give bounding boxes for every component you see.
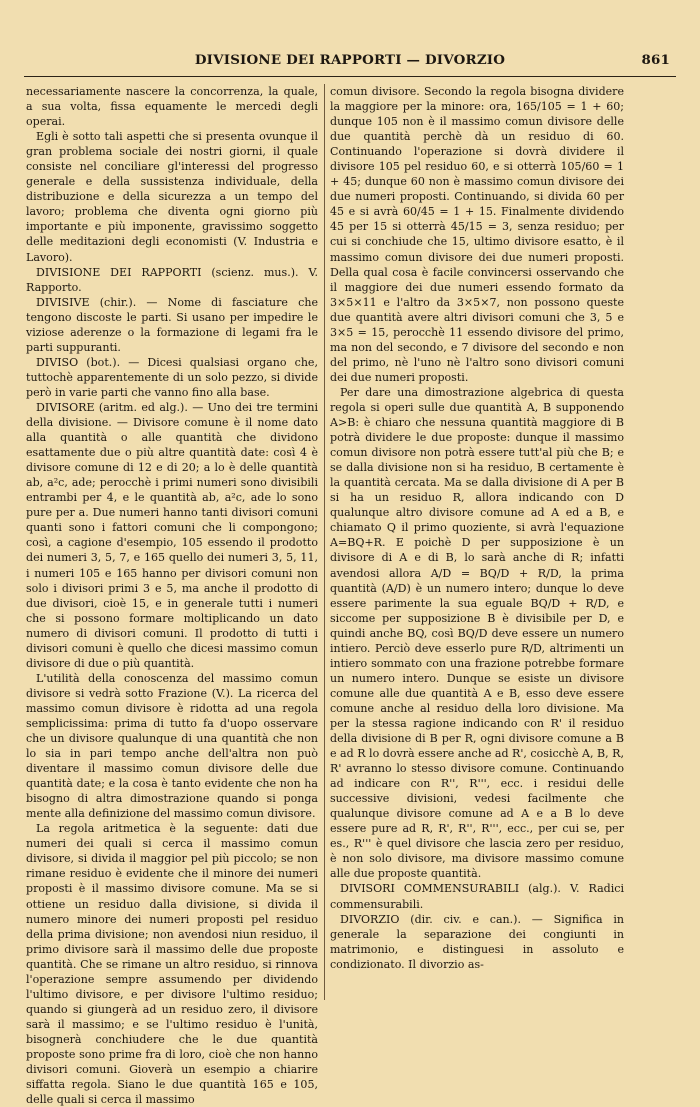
entry-diviso: DIVISO (bot.). — Dicesi qualsiasi organo che, tuttochè apparentemente di un solo pezzo, si divide però in varie parti che vanno fino alla base. [26, 355, 318, 399]
left-column [26, 84, 318, 1107]
entry-divisione-dei-rapporti: DIVISIONE DEI RAPPORTI (scienz. mus.). V. Rapporto. [26, 265, 318, 294]
paragraph-regola-aritmetica: La regola aritmetica è la seguente: dati due numeri dei quali si cerca il massimo comun divisore, si divida il maggior pel più piccolo; se non rimane residuo è evidente che il minore dei numeri proposti è il massimo divisore comune. Ma se si ottiene un residuo dalla divisione, si divida il numero minore dei numeri proposti pel residuo della prima divisione; non avendosi niun residuo, il primo divisore sarà il massimo delle due proposte quantità. Che se rimane un altro residuo, si rinnova l'operazione sempre assumendo per dividendo l'ultimo divisore, e per divisore l'ultimo residuo; quando si giungerà ad un residuo zero, il divisore sarà il massimo; e se l'ultimo residuo è l'unità, bisognerà conchiudere che le due quantità proposte sono prime fra di loro, cioè che non hanno divisori comuni. Gioverà un esempio a chiarire siffatta regola. Siano le due quantità 165 e 105, delle quali si cerca il massimo [26, 822, 318, 1107]
paragraph-algebraic-proof: Per dare una dimostrazione algebrica di questa regola si operi sulle due quantità A, B supponendo A>B: è chiaro che nessuna quantità maggiore di B potrà dividere le due proposte: dunque il massimo comun divisore non potrà essere tutt'al più che B; e se dalla divisione non si ha residuo, B certamente è la quantità cercata. Ma se dalla divisione di A per B si ha un residuo R, allora indicando con D qualunque altro divisore comune ad A ed a B, e chiamato Q il primo quoziente, si avrà l'equazione A=BQ+R. E poichè D per supposizione è un divisore di A e di B, lo sarà anche di R; infatti avendosi allora A/D = BQ/D + R/D, la prima quantità (A/D) è un numero intero; dunque lo deve essere parimente la sua eguale BQ/D + R/D, e siccome per supposizione B è divisibile per D, e quindi anche BQ, così BQ/D deve essere un numero intiero. Perciò deve esserlo pure R/D, altrimenti un intiero sommato con una frazione potrebbe formare un numero intero. Dunque se esiste un divisore comune alle due quantità A e B, esso deve essere comune anche al residuo della loro divisione. Ma per la stessa ragione indicando con R' il residuo della divisione di B per R, ogni divisore comune a B e ad R lo dovrà essere anche ad R', cosicchè A, B, R, R' avranno lo stesso divisore comune. Continuando ad indicare con R'', R''', ecc. i residui delle successive divisioni, vedesi facilmente che qualunque divisore comune ad A e a B lo deve essere pure ad R, R', R'', R''', ecc., per cui se, per es., R''' è quel divisore che lascia zero per residuo, è non solo divisore, ma divisore massimo comune alle due proposte quantità. [330, 385, 624, 881]
page-header [26, 52, 674, 74]
column-divider [324, 84, 325, 1000]
paragraph-continuation: necessariamente nascere la concorrenza, la quale, a sua volta, fissa equamente le mercedi degli operai. [26, 85, 318, 129]
running-title: DIVISIONE DEI RAPPORTI — DIVORZIO [194, 52, 506, 68]
entry-divisori-commensurabili: DIVISORI COMMENSURABILI (alg.). V. Radici commensurabili. [330, 882, 624, 911]
right-column [330, 84, 624, 1010]
entry-divisive: DIVISIVE (chir.). — Nome di fasciature che tengono discoste le parti. Si usano per impedire le viziose aderenze o la formazione di legami fra le parti suppuranti. [26, 295, 318, 354]
page-number: 861 [641, 52, 670, 68]
entry-divisore: DIVISORE (aritm. ed alg.). — Uno dei tre termini della divisione. — Divisore comune è il nome dato alla quantità o alle quantità che dividono esattamente due o più altre quantità date: così 4 è divisore comune di 12 e di 20; a lo è delle quantità ab, a²c, ade; perocchè i primi numeri sono divisibili entrambi per 4, e le quantità ab, a²c, ade lo sono pure per a. Due numeri hanno tanti divisori comuni quanti sono i fattori comuni che li compongono; così, a cagione d'esempio, 105 essendo il prodotto dei numeri 3, 5, 7, e 165 quello dei numeri 3, 5, 11, i numeri 105 e 165 hanno per divisori comuni non solo i divisori primi 3 e 5, ma anche il prodotto di due divisori, cioè 15, e in generale tutti i numeri che si possono formare moltiplicando un dato numero di divisori comuni. Il prodotto di tutti i divisori comuni è quello che dicesi massimo comun divisore di due o più quantità. [26, 400, 318, 670]
paragraph-utilita: L'utilità della conoscenza del massimo comun divisore si vedrà sotto Frazione (V.). La ricerca del massimo comun divisore è ridotta ad una regola semplicissima: prima di tutto fa d'uopo osservare che un divisore qualunque di una quantità che non lo sia in pari tempo anche dell'altra non può diventare il massimo comun divisore delle due quantità date; e la cosa è tanto evidente che non ha bisogno di altra dimostrazione quando si ponga mente alla definizione del massimo comun divisore. [26, 671, 318, 821]
paragraph-example: comun divisore. Secondo la regola bisogna dividere la maggiore per la minore: ora, 165/105 = 1 + 60; dunque 105 non è il massimo comun divisore delle due quantità perchè dà un residuo di 60. Continuando l'operazione si dovrà dividere il divisore 105 pel residuo 60, e si otterrà 105/60 = 1 + 45; dunque 60 non è massimo comun divisore dei due numeri proposti. Continuando, si divida 60 per 45 e si avrà 60/45 = 1 + 15. Finalmente dividendo 45 per 15 si otterrà 45/15 = 3, senza residuo; per cui si conchiude che 15, ultimo divisore esatto, è il massimo comun divisore dei due numeri proposti. Della qual cosa è facile convincersi osservando che il maggiore dei due numeri essendo formato da 3×5×11 e l'altro da 3×5×7, non possono queste due quantità avere altri divisori comuni che 3, 5 e 3×5 = 15, perocchè 11 essendo divisore del primo, ma non del secondo, e 7 divisore del secondo e non del primo, nè l'uno nè l'altro sono divisori comuni dei due numeri proposti. [330, 85, 624, 384]
entry-divorzio: DIVORZIO (dir. civ. e can.). — Significa in generale la separazione dei congiunti in matrimonio, e distinguesi in assoluto e condizionato. Il divorzio as- [330, 912, 624, 971]
paragraph-social-problem: Egli è sotto tali aspetti che si presenta ovunque il gran problema sociale dei nostri giorni, il quale consiste nel conciliare gl'interessi del progresso generale e della sussistenza individuale, della distribuzione e della sicurezza a un tempo del lavoro; problema che diventa ogni giorno più importante e più imponente, gravissimo soggetto delle meditazioni degli economisti (V. Industria e Lavoro). [26, 130, 318, 264]
header-rule [24, 76, 676, 77]
